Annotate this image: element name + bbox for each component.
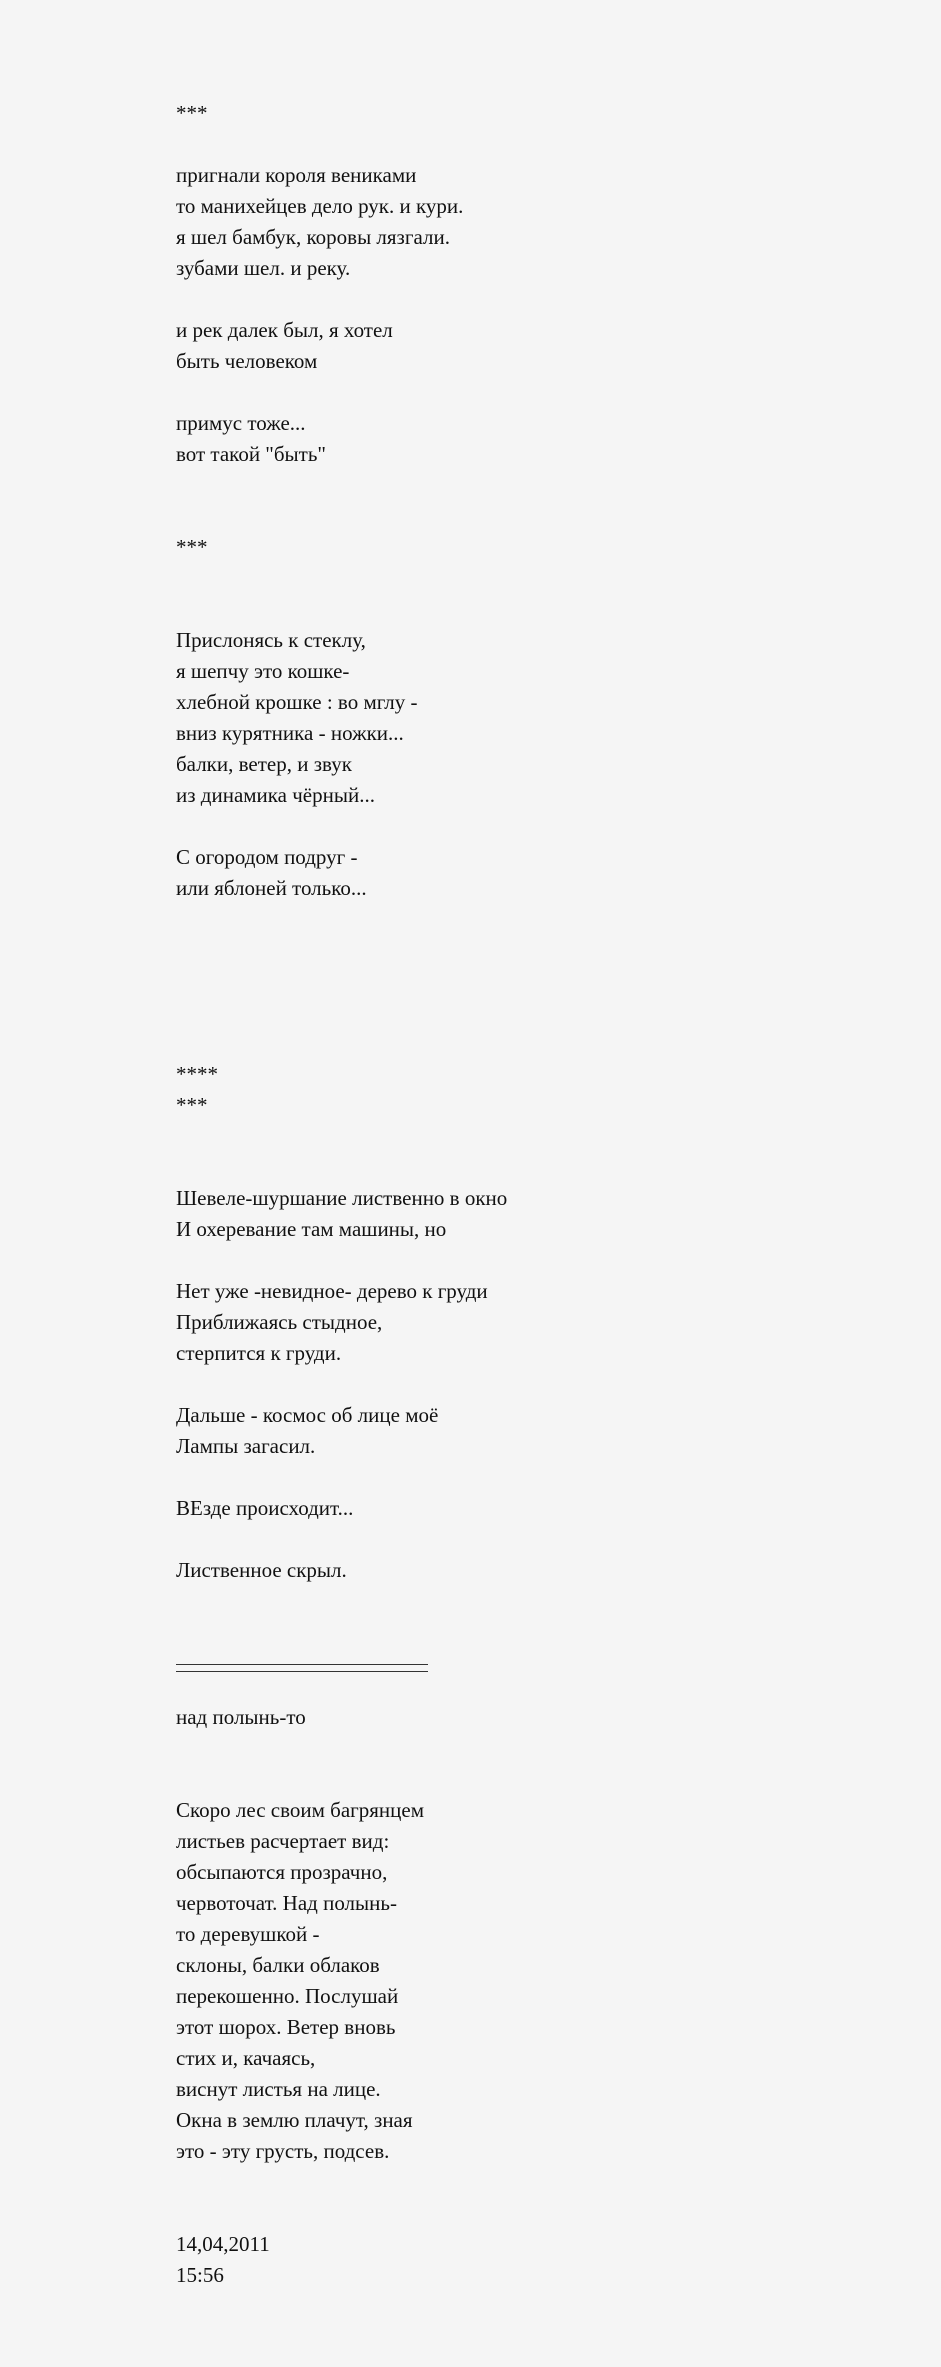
poem-line: или яблоней только... (176, 876, 367, 900)
poem-line: этот шорох. Ветер вновь (176, 2015, 396, 2039)
poem-line: С огородом подруг - (176, 845, 358, 869)
poem-line: стих и, качаясь, (176, 2046, 316, 2070)
footer-date: 14,04,2011 (176, 2232, 270, 2256)
poem-line: Нет уже -невидное- дерево к груди (176, 1279, 488, 1303)
poem-line: Дальше - космос об лице моё (176, 1403, 439, 1427)
poem-line: то деревушкой - (176, 1922, 320, 1946)
poem-line: обсыпаются прозрачно, (176, 1860, 388, 1884)
poem-line: зубами шел. и реку. (176, 256, 351, 280)
poem-line: хлебной крошке : во мглу - (176, 690, 418, 714)
poem-line: балки, ветер, и звук (176, 752, 352, 776)
poem-marker: **** (176, 1062, 218, 1086)
poem-line: то манихейцев дело рук. и кури. (176, 194, 464, 218)
poem-line: И охеревание там машины, но (176, 1217, 447, 1241)
poem-line: склоны, балки облаков (176, 1953, 380, 1977)
poem-line: и рек далек был, я хотел (176, 318, 393, 342)
poem-line: Окна в землю плачут, зная (176, 2108, 413, 2132)
poem-line: из динамика чёрный... (176, 783, 375, 807)
poem-marker: *** (176, 1093, 208, 1117)
poem-line: листьев расчертает вид: (176, 1829, 390, 1853)
poem-line: вниз курятника - ножки... (176, 721, 404, 745)
poem-line: Прислонясь к стеклу, (176, 628, 366, 652)
poem-marker: *** (176, 535, 208, 559)
poem-line: быть человеком (176, 349, 318, 373)
poem-line: я шепчу это кошке- (176, 659, 350, 683)
poem-line: примус тоже... (176, 411, 306, 435)
poem-marker: *** (176, 101, 208, 125)
poem-line: я шел бамбук, коровы лязгали. (176, 225, 450, 249)
poem-line: Лиственное скрыл. (176, 1558, 347, 1582)
poem-line: червоточат. Над полынь- (176, 1891, 397, 1915)
poems-page (176, 98, 876, 2291)
poem-line: стерпится к груди. (176, 1341, 342, 1365)
poem-line: Приближаясь стыдное, (176, 1310, 383, 1334)
poem-line: пригнали короля вениками (176, 163, 417, 187)
poem-title: над полынь-то (176, 1705, 306, 1729)
poem-line: вот такой "быть" (176, 442, 326, 466)
poem-line: перекошенно. Послушай (176, 1984, 399, 2008)
poem-line: ВЕзде происходит... (176, 1496, 354, 1520)
poem-line: виснут листья на лице. (176, 2077, 381, 2101)
poem-line: Лампы загасил. (176, 1434, 316, 1458)
separator-rule (176, 1664, 428, 1672)
footer-time: 15:56 (176, 2263, 224, 2287)
poem-line: Скоро лес своим багрянцем (176, 1798, 425, 1822)
poem-line: это - эту грусть, подсев. (176, 2139, 390, 2163)
poem-line: Шевеле-шуршание лиственно в окно (176, 1186, 508, 1210)
